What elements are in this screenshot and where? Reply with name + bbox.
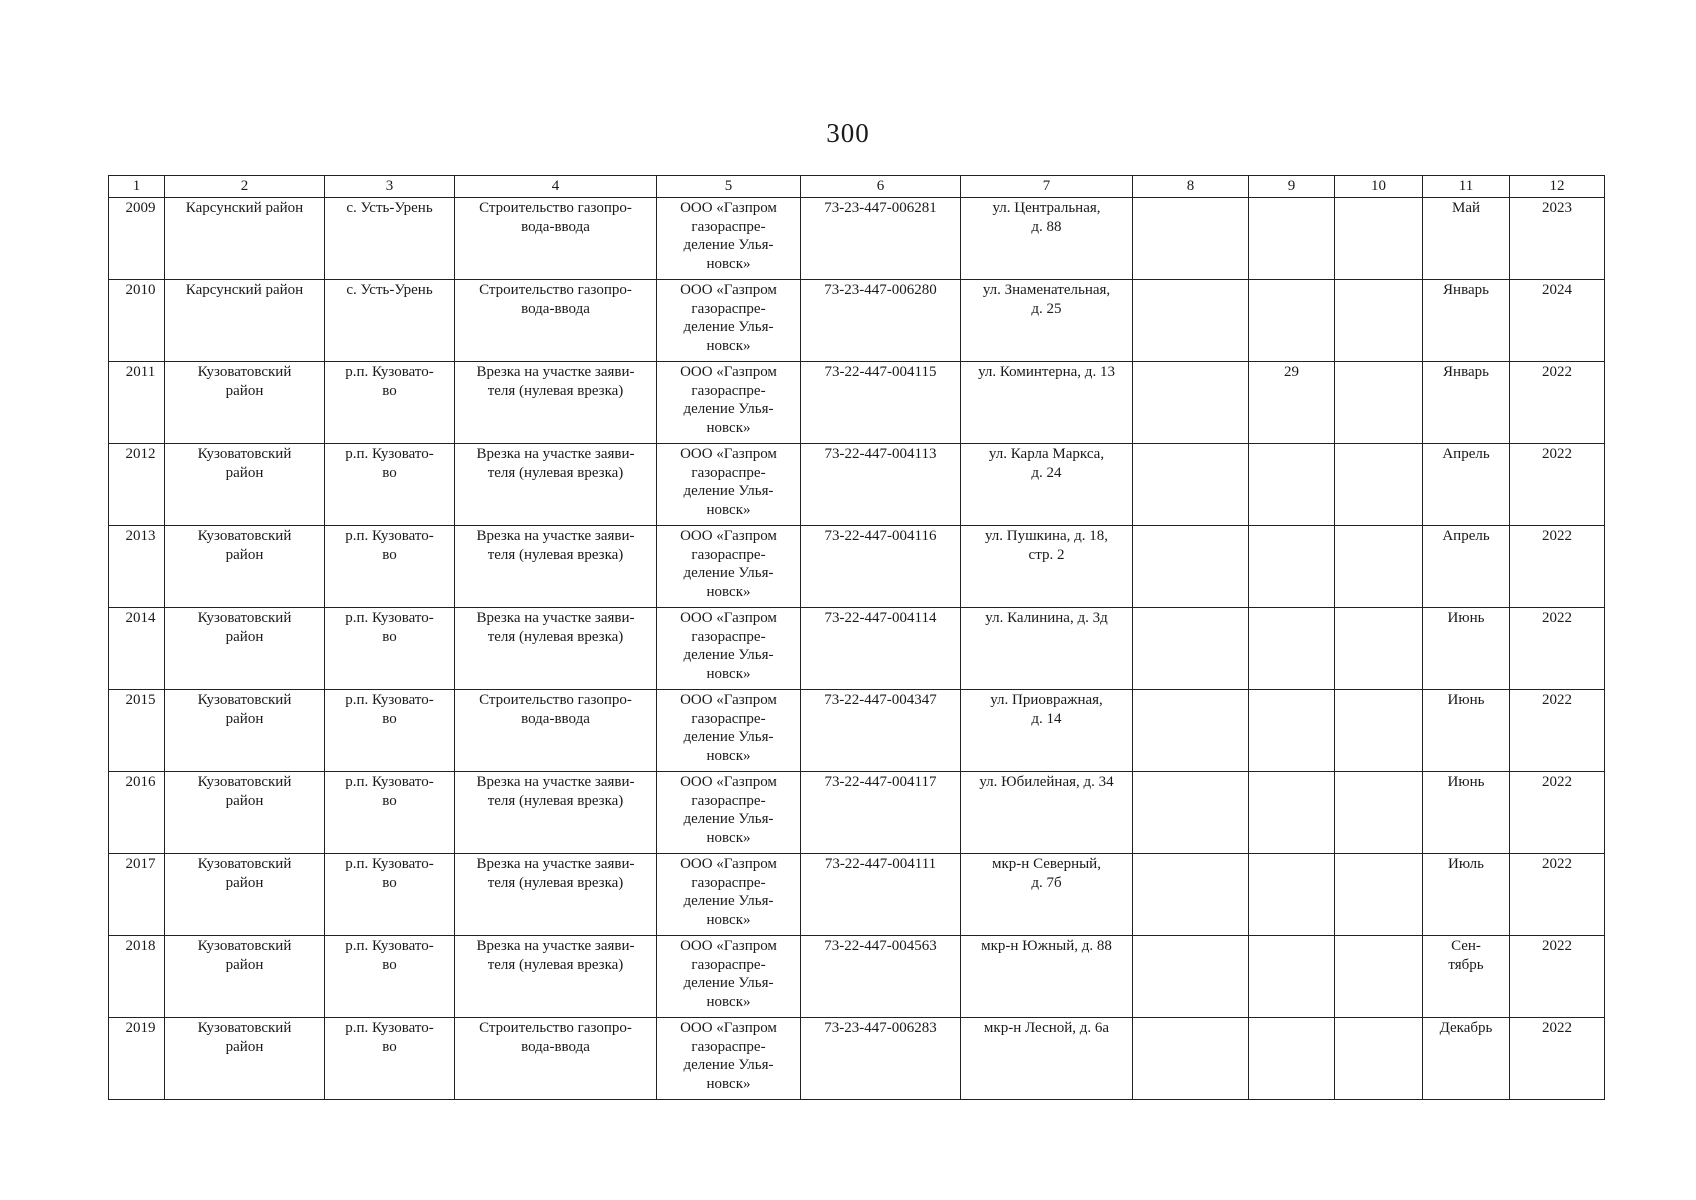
cell-text: 2016 [125,774,156,790]
column-9-cell [1249,280,1335,362]
cell-text: Июнь [1447,774,1485,790]
row-number-cell [109,936,165,1018]
cell-text: 2022 [1542,774,1572,790]
address-cell [961,608,1133,690]
table-row [109,198,1605,280]
cell-text: Врезка на участке заяви- теля (нулевая врезка) [476,856,635,891]
column-9-cell [1249,936,1335,1018]
row-number-cell [109,280,165,362]
cell-text: 2022 [1542,528,1572,544]
cell-text: 73-22-447-004114 [824,610,937,626]
organization-cell [657,280,801,362]
cell-text: мкр-н Южный, д. 88 [981,938,1112,954]
cell-text: 2011 [125,364,156,380]
settlement-cell [325,444,455,526]
column-8-cell [1133,690,1249,772]
work-type-cell [455,690,657,772]
column-10-cell [1335,198,1423,280]
cell-text: 29 [1284,364,1299,380]
cell-text: Врезка на участке заяви- теля (нулевая врезка) [476,446,635,481]
table-row [109,1018,1605,1100]
address-cell [961,690,1133,772]
cell-text: Сен- тябрь [1448,938,1484,973]
organization-cell [657,444,801,526]
cell-text: р.п. Кузовато- во [345,610,434,645]
table-row [109,362,1605,444]
year-cell [1510,1018,1605,1100]
cell-text: 73-22-447-004113 [824,446,937,462]
column-9-cell [1249,198,1335,280]
cell-text: Кузоватовский район [197,938,292,973]
cell-text: ООО «Газпром газораспре- деление Улья- новск» [680,528,777,600]
object-code-cell [801,772,961,854]
column-header: 11 [1423,176,1510,198]
cell-text: ООО «Газпром газораспре- деление Улья- новск» [680,692,777,764]
row-number-cell [109,1018,165,1100]
cell-text: р.п. Кузовато- во [345,446,434,481]
cell-text: 2022 [1542,938,1572,954]
work-type-cell [455,280,657,362]
cell-text: 73-22-447-004117 [824,774,937,790]
cell-text: 2017 [125,856,156,872]
column-8-cell [1133,444,1249,526]
cell-text: Врезка на участке заяви- теля (нулевая врезка) [476,528,635,563]
column-10-cell [1335,362,1423,444]
year-cell [1510,198,1605,280]
month-cell [1423,444,1510,526]
object-code-cell [801,608,961,690]
cell-text: с. Усть-Урень [346,200,433,216]
address-cell [961,772,1133,854]
column-10-cell [1335,444,1423,526]
table-body [109,198,1605,1100]
work-type-cell [455,1018,657,1100]
object-code-cell [801,362,961,444]
cell-text: ул. Коминтерна, д. 13 [978,364,1115,380]
cell-text: ООО «Газпром газораспре- деление Улья- новск» [680,938,777,1010]
district-cell [165,608,325,690]
column-header: 9 [1249,176,1335,198]
column-header: 1 [109,176,165,198]
table-row [109,936,1605,1018]
table-row [109,772,1605,854]
year-cell [1510,690,1605,772]
table-row [109,444,1605,526]
cell-text: 73-23-447-006281 [824,200,937,216]
cell-text: 73-22-447-004115 [824,364,937,380]
settlement-cell [325,1018,455,1100]
object-code-cell [801,1018,961,1100]
cell-text: 73-22-447-004116 [824,528,937,544]
column-header: 12 [1510,176,1605,198]
cell-text: ООО «Газпром газораспре- деление Улья- новск» [680,1020,777,1092]
work-type-cell [455,198,657,280]
cell-text: 2018 [125,938,156,954]
column-8-cell [1133,854,1249,936]
address-cell [961,444,1133,526]
cell-text: 73-23-447-006283 [824,1020,937,1036]
cell-text: Апрель [1442,446,1490,462]
cell-text: ул. Калинина, д. 3д [985,610,1108,626]
cell-text: ул. Юбилейная, д. 34 [979,774,1114,790]
cell-text: мкр-н Лесной, д. 6а [983,1020,1110,1036]
month-cell [1423,608,1510,690]
cell-text: Кузоватовский район [197,774,292,809]
cell-text: 73-22-447-004111 [824,856,937,872]
district-cell [165,198,325,280]
cell-text: 2022 [1542,446,1572,462]
settlement-cell [325,362,455,444]
column-10-cell [1335,280,1423,362]
object-code-cell [801,936,961,1018]
column-10-cell [1335,690,1423,772]
cell-text: Кузоватовский район [197,364,292,399]
address-cell [961,526,1133,608]
cell-text: 2023 [1542,200,1572,216]
object-code-cell [801,854,961,936]
cell-text: Кузоватовский район [197,610,292,645]
cell-text: 2012 [125,446,156,462]
object-code-cell [801,690,961,772]
month-cell [1423,526,1510,608]
cell-text: Врезка на участке заяви- теля (нулевая врезка) [476,364,635,399]
cell-text: 2022 [1542,856,1572,872]
cell-text: Строительство газопро- вода-ввода [479,692,632,727]
cell-text: р.п. Кузовато- во [345,528,434,563]
work-type-cell [455,772,657,854]
table-row [109,608,1605,690]
cell-text: р.п. Кузовато- во [345,938,434,973]
month-cell [1423,690,1510,772]
month-cell [1423,198,1510,280]
organization-cell [657,936,801,1018]
month-cell [1423,280,1510,362]
cell-text: Кузоватовский район [197,528,292,563]
column-8-cell [1133,362,1249,444]
table-row [109,690,1605,772]
table-header [109,176,1605,198]
district-cell [165,772,325,854]
cell-text: Карсунский район [185,200,304,216]
address-cell [961,280,1133,362]
cell-text: 2015 [125,692,156,708]
column-8-cell [1133,198,1249,280]
column-10-cell [1335,526,1423,608]
column-8-cell [1133,608,1249,690]
month-cell [1423,772,1510,854]
page-number: 300 [826,118,870,148]
work-type-cell [455,854,657,936]
column-header: 6 [801,176,961,198]
organization-cell [657,772,801,854]
table-row [109,526,1605,608]
column-8-cell [1133,936,1249,1018]
cell-text: 73-22-447-004563 [824,938,937,954]
object-code-cell [801,444,961,526]
cell-text: Кузоватовский район [197,856,292,891]
column-9-cell [1249,444,1335,526]
cell-text: 2022 [1542,610,1572,626]
column-8-cell [1133,526,1249,608]
cell-text: ул. Пушкина, д. 18, стр. 2 [984,528,1109,563]
cell-text: ул. Центральная, д. 88 [992,200,1101,235]
work-type-cell [455,444,657,526]
district-cell [165,854,325,936]
cell-text: ул. Приовражная, д. 14 [990,692,1103,727]
cell-text: Апрель [1442,528,1490,544]
object-code-cell [801,526,961,608]
cell-text: Врезка на участке заяви- теля (нулевая врезка) [476,610,635,645]
month-cell [1423,362,1510,444]
settlement-cell [325,526,455,608]
month-cell [1423,936,1510,1018]
settlement-cell [325,690,455,772]
address-cell [961,936,1133,1018]
cell-text: Июль [1448,856,1484,872]
row-number-cell [109,772,165,854]
organization-cell [657,854,801,936]
cell-text: Январь [1443,282,1489,298]
organization-cell [657,690,801,772]
cell-text: с. Усть-Урень [346,282,433,298]
year-cell [1510,608,1605,690]
month-cell [1423,1018,1510,1100]
year-cell [1510,362,1605,444]
address-cell [961,1018,1133,1100]
cell-text: ООО «Газпром газораспре- деление Улья- новск» [680,200,777,272]
year-cell [1510,854,1605,936]
cell-text: 2013 [125,528,156,544]
cell-text: мкр-н Северный, д. 7б [992,856,1101,891]
cell-text: Строительство газопро- вода-ввода [479,1020,632,1055]
column-9-cell [1249,1018,1335,1100]
district-cell [165,1018,325,1100]
settlement-cell [325,198,455,280]
cell-text: Кузоватовский район [197,692,292,727]
cell-text: р.п. Кузовато- во [345,692,434,727]
cell-text: ООО «Газпром газораспре- деление Улья- новск» [680,856,777,928]
settlement-cell [325,936,455,1018]
organization-cell [657,608,801,690]
column-9-cell [1249,526,1335,608]
object-code-cell [801,280,961,362]
cell-text: р.п. Кузовато- во [345,364,434,399]
column-8-cell [1133,280,1249,362]
settlement-cell [325,608,455,690]
column-header: 5 [657,176,801,198]
column-header: 7 [961,176,1133,198]
cell-text: ООО «Газпром газораспре- деление Улья- новск» [680,446,777,518]
column-header: 2 [165,176,325,198]
settlement-cell [325,772,455,854]
cell-text: 2014 [125,610,156,626]
cell-text: 73-22-447-004347 [824,692,937,708]
column-10-cell [1335,1018,1423,1100]
column-9-cell [1249,362,1335,444]
column-9-cell [1249,690,1335,772]
cell-text: Врезка на участке заяви- теля (нулевая врезка) [476,774,635,809]
cell-text: ООО «Газпром газораспре- деление Улья- новск» [680,774,777,846]
year-cell [1510,526,1605,608]
district-cell [165,526,325,608]
cell-text: 2024 [1542,282,1572,298]
cell-text: 2022 [1542,364,1572,380]
cell-text: Карсунский район [185,282,304,298]
column-10-cell [1335,772,1423,854]
object-code-cell [801,198,961,280]
cell-text: 2010 [125,282,156,298]
table-row [109,280,1605,362]
cell-text: 2022 [1542,1020,1572,1036]
district-cell [165,936,325,1018]
column-8-cell [1133,772,1249,854]
cell-text: ООО «Газпром газораспре- деление Улья- новск» [680,282,777,354]
row-number-cell [109,198,165,280]
column-9-cell [1249,608,1335,690]
cell-text: Май [1451,200,1481,216]
row-number-cell [109,362,165,444]
cell-text: Строительство газопро- вода-ввода [479,282,632,317]
cell-text: ООО «Газпром газораспре- деление Улья- новск» [680,610,777,682]
district-cell [165,280,325,362]
column-10-cell [1335,936,1423,1018]
row-number-cell [109,444,165,526]
header-row [109,176,1605,198]
cell-text: Кузоватовский район [197,1020,292,1055]
settlement-cell [325,854,455,936]
column-10-cell [1335,608,1423,690]
work-type-cell [455,526,657,608]
row-number-cell [109,854,165,936]
cell-text: ул. Знаменательная, д. 25 [982,282,1111,317]
cell-text: Январь [1443,364,1489,380]
column-8-cell [1133,1018,1249,1100]
cell-text: Строительство газопро- вода-ввода [479,200,632,235]
cell-text: ООО «Газпром газораспре- деление Улья- новск» [680,364,777,436]
work-type-cell [455,362,657,444]
month-cell [1423,854,1510,936]
year-cell [1510,444,1605,526]
column-header: 4 [455,176,657,198]
cell-text: Врезка на участке заяви- теля (нулевая врезка) [476,938,635,973]
district-cell [165,690,325,772]
row-number-cell [109,608,165,690]
year-cell [1510,936,1605,1018]
column-9-cell [1249,854,1335,936]
district-cell [165,444,325,526]
column-header: 8 [1133,176,1249,198]
row-number-cell [109,526,165,608]
cell-text: Кузоватовский район [197,446,292,481]
row-number-cell [109,690,165,772]
cell-text: р.п. Кузовато- во [345,774,434,809]
year-cell [1510,280,1605,362]
organization-cell [657,1018,801,1100]
cell-text: 2009 [125,200,156,216]
address-cell [961,362,1133,444]
cell-text: 73-23-447-006280 [824,282,937,298]
table-row [109,854,1605,936]
column-9-cell [1249,772,1335,854]
column-header: 10 [1335,176,1423,198]
column-10-cell [1335,854,1423,936]
address-cell [961,198,1133,280]
work-type-cell [455,608,657,690]
cell-text: 2022 [1542,692,1572,708]
year-cell [1510,772,1605,854]
settlement-cell [325,280,455,362]
organization-cell [657,526,801,608]
cell-text: Июнь [1447,692,1485,708]
cell-text: р.п. Кузовато- во [345,856,434,891]
cell-text: Июнь [1447,610,1485,626]
cell-text: р.п. Кузовато- во [345,1020,434,1055]
district-cell [165,362,325,444]
cell-text: Декабрь [1439,1020,1493,1036]
gasification-schedule-table [108,175,1605,1100]
address-cell [961,854,1133,936]
cell-text: ул. Карла Маркса, д. 24 [988,446,1105,481]
organization-cell [657,362,801,444]
organization-cell [657,198,801,280]
work-type-cell [455,936,657,1018]
cell-text: 2019 [125,1020,156,1036]
column-header: 3 [325,176,455,198]
